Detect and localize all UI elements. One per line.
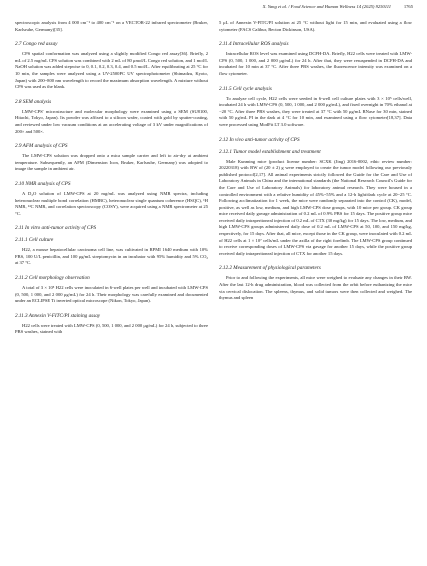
paragraph: The LMW-CPS solution was dropped onto a mica sample carrier and left to air-dry at ambient temperature. Subsequently, an AFM (Dimension Icon, Bruker, Karlsruhe, Germany) was adopted to image the sample in ambient air. [15,153,208,172]
paragraph: To analyze cell cycle, H22 cells were seeded in 6-well cell culture plates with 3 × 10⁵ cells/well, incubated 24 h with LMW-CPS (0, 500, 1 000, and 2 000 μg/mL), and fixed overnight in 70% ethanol at −20 °C. After three PBS washes, they were treated at 37 °C with 50 μg/mL RNase for 30 min, stained with 50 μg/mL PI in the dark at 4 °C for 10 min, and examined using a flow cytometer[18,37]. Data were processed using ModFit LT 3.0 software. [219,95,412,127]
section-heading: 2.11 In vitro anti-tumor activity of CPS [15,225,97,232]
subsection-heading: 2.12.2 Measurement of physiological parameters [219,265,321,272]
paragraph: A total of 3 × 10⁵ H22 cells were inoculated in 6-well plates per well and incubated with LMW-CPS (0, 500, 1 000, and 2 000 μg/mL) for 24 h. Their morphology was carefully examined and documented under an ECLIPSE Ti inverted optical microscope (Nikon, Tokyo, Japan). [15,285,208,304]
left-column [15,20,208,560]
subsection-heading: 2.11.2 Cell morphology observation [15,275,90,282]
paragraph: LMW-CPS' microstructure and molecular morphology were examined using a SEM (SU8100, Hitachi, Tokyo, Japan). Its powder was affixed to a silicon wafer, coated with gold by sputter-coating, and reviewed under low vacuum conditions at an accelerating voltage of 3 kV under magnifications of 200× and 500×. [15,108,208,134]
paragraph: 5 μL of Annexin V-FITC/PI solution at 25 °C without light for 15 min, and evaluated using a flow cytometer (FACS Calibur, Becton Dickinson, USA). [219,20,412,32]
paragraph: H22, a mouse hepatocellular carcinoma cell line, was cultivated in RPMI 1640 medium with 10% FBS, 100 U/L penicillin, and 100 μg/mL streptomycin in an incubator with 95% humidity and 5% CO₂ at 37 °C. [15,247,208,266]
subsection-heading: 2.12.1 Tumor model establishment and treatment [219,148,321,155]
section-heading: 2.10 NMR analysis of CPS [15,180,71,187]
paragraph: H22 cells were treated with LMW-CPS (0, 500, 1 000, and 2 000 μg/mL) for 24 h, subjected to three PBS washes, stained with [15,322,208,335]
journal-citation: X. Yang et al. / Food Science and Human Wellness 14 (2025) 9250111 [262,4,391,9]
paragraph: spectroscopic analysis from 4 000 cm⁻¹ to 400 cm⁻¹ on a VECTOR-22 infrared spectrometer (Bruker, Karlsruhe, Germany)[35]. [15,20,208,32]
paragraph: CPS spatial conformation was analyzed using a slightly modified Congo red assay[36]. Briefly, 2 mL of 2.5 mg/mL CPS solution was combined with 2 mL of 80 μmol/L Congo red solution, and 1 mol/L NaOH solution was added stepwise to 0, 0.1, 0.2, 0.3, 0.4, and 0.5 mol/L. After equilibrating at 25 °C for 10 min, the samples were analyzed using a UV-2500PC UV spectrophotometer (Shimadzu, Kyoto, Japan) with 200~800 nm wavelength to record the maximum absorption wavelength. A mixture without CPS was used as the blank. [15,51,208,90]
section-heading: 2.12 In vivo anti-tumor activity of CPS [219,136,300,143]
subsection-heading: 2.11.1 Cell culture [15,237,54,244]
subsection-heading: 2.11.5 Cell cycle analysis [219,85,272,92]
subsection-heading: 2.11.3 Annexin V-FITC/PI staining assay [15,312,101,319]
section-heading: 2.8 SEM analysis [15,98,52,105]
section-heading: 2.9 AFM analysis of CPS [15,143,68,150]
section-heading: 2.7 Congo red assay [15,41,58,48]
paragraph: Male Kunming mice (product license number: SCXK (Jing) 2016-0002, ethic review number: 20220318) with BW of (20 ± 2) g were employed to create the tumor model following our previously published protocol[2,17]. All animal experiments strictly followed the Guide for the Care and Use of Laboratory Animals in China and the international standards (the National Research Council's Guide for the Care and Use of Laboratory Animals) for laboratory animal research. They were housed in a controlled environment with a relative humidity of 45%~55% and a 12-h light/dark cycle at 20~25 °C. Following acclimatization for 1 week, the mice were randomly separated into the control (CK), model, positive, as well as low, medium, and high LMW-CPS dose groups, with 10 mice per group. CK group mice received daily gavage administration of 0.2 mL of 0.9% PBS for 15 days. The positive group mice received daily intraperitoneal injection of 0.2 mL of CTX (30 mg/kg) for 15 days. The low, medium, and high LMW-CPS groups administered daily dose of 0.2 mL of LMW-CPS at 50, 100, and 150 mg/kg, respectively, for 15 days. After that, all mice, except those in the CK group, were inoculated with 0.2 mL of H22 cells at 1 × 10⁷ cells/mL under the axilla of the right forelimb. The LMW-CPS group continued to receive corresponding doses of LMW-CPS via gavage for another 15 days, while the positive group received daily intraperitoneal injection of CTX for another 15 days. [219,158,412,256]
right-column [219,20,412,560]
paragraph: A D₂O solution of LMW-CPS at 20 mg/mL was analyzed using NMR spectra, including heteronuclear multiple bond correlation (HMBC), heteronuclear single quantum coherence (HSQC), ¹H NMR, ¹³C NMR, and correlation spectroscopy (COSY), were acquired using a NMR spectrometer at 25 °C. [15,190,208,216]
paragraph: Prior to and following the experiments, all mice were weighed to evaluate any changes in their BW. After the last 12-h drug administration, blood was collected from the orbit before euthanizing the mice via cervical dislocation. The spleens, thymus, and solid tumors were then collected and weighed. The thymus and spleen [219,275,412,301]
running-header [14,4,413,14]
page-number: 1765 [403,4,413,9]
paragraph: Intracellular ROS level was examined using DCFH-DA. Briefly, H22 cells were treated with LMW-CPS (0, 500, 1 000, and 2 000 μg/mL) for 24 h. After that, they were resuspended in DCFH-DA and incubated for 10 min at 37 °C. After three PBS washes, the fluorescence intensity was examined on a flow cytometer. [219,51,412,76]
subsection-heading: 2.11.4 Intracellular ROS analysis [219,41,289,48]
